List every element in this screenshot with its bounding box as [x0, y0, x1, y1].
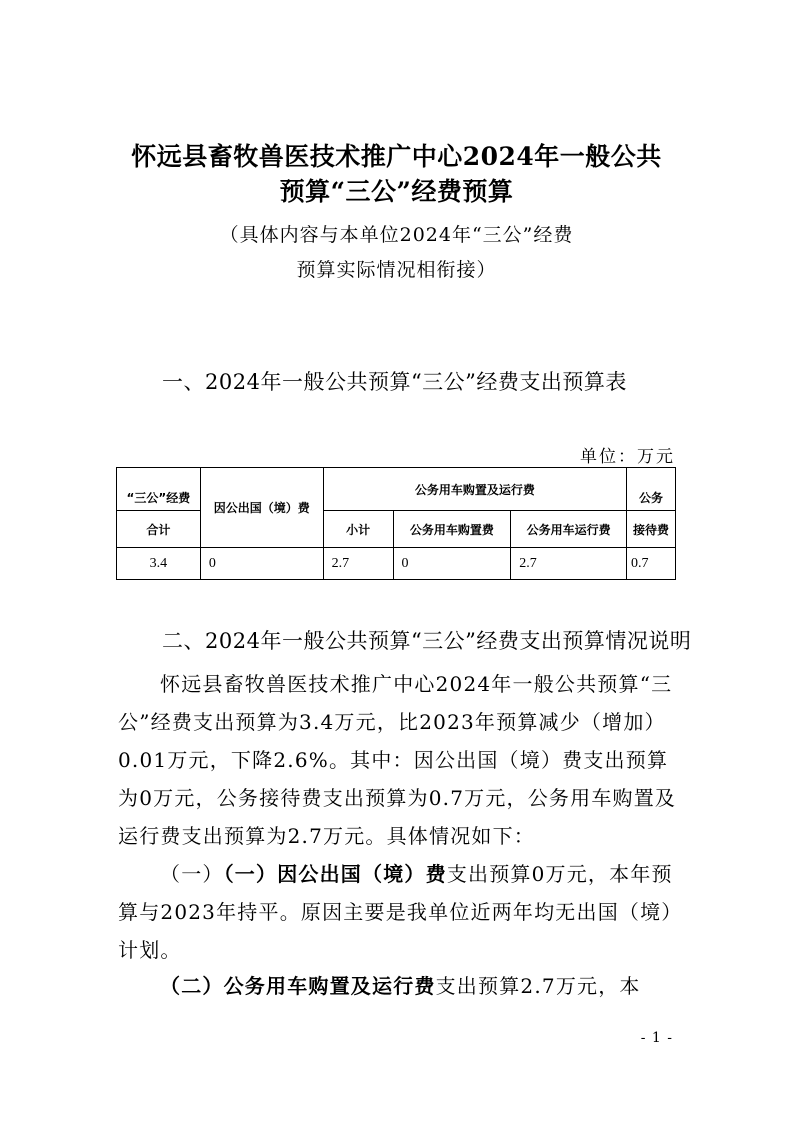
paragraph-summary: 怀远县畜牧兽医技术推广中心2024年一般公共预算“三公”经费支出预算为3.4万元，比2023年预算减少（增加）0.01万元，下降2.6%。其中：因公出国（境）费支出预算为0万元，公务接待费支出预算为0.7万元，公务用车购置及运行费支出预算为2.7万元。具体情况如下： — [118, 672, 677, 848]
section2-heading: 二、2024年一般公共预算“三公”经费支出预算情况说明 — [162, 629, 692, 653]
header-abroad: 因公出国（境）费 — [200, 468, 323, 548]
document-subtitle-line2: 预算实际情况相衔接） — [296, 259, 497, 281]
header-vehicle-operation: 公务用车运行费 — [511, 511, 627, 548]
three-public-budget-table — [116, 467, 676, 580]
document-title-line2: 预算“三公”经费预算 — [279, 177, 514, 206]
paragraph-vehicle-text: 支出预算2.7万元，本 — [435, 974, 641, 998]
header-total-top: “三公”经费 — [117, 468, 201, 511]
table-row — [117, 548, 676, 580]
cell-vehicle-operation: 2.7 — [511, 548, 627, 580]
page-number: - 1 - — [640, 1030, 673, 1046]
cell-abroad: 0 — [200, 548, 323, 580]
paragraph-vehicle — [118, 967, 678, 1005]
section1-heading: 一、2024年一般公共预算“三公”经费支出预算表 — [162, 370, 627, 394]
header-vehicle: 公务用车购置及运行费 — [323, 468, 626, 511]
header-reception-top: 公务 — [627, 468, 676, 511]
header-vehicle-purchase: 公务用车购置费 — [393, 511, 511, 548]
document-title-line1: 怀远县畜牧兽医技术推广中心2024年一般公共 — [131, 142, 662, 171]
table-unit-label: 单位：万元 — [580, 447, 675, 467]
cell-vehicle-purchase: 0 — [393, 548, 511, 580]
paragraph-abroad — [118, 855, 678, 969]
cell-subtotal: 2.7 — [323, 548, 393, 580]
cell-reception: 0.7 — [627, 548, 676, 580]
paragraph-abroad-text: 支出预算0万元，本年预算与2023年持平。原因主要是我单位近两年均无出国（境）计划。 — [118, 862, 673, 962]
paragraph-vehicle-heading: （二）公务用车购置及运行费 — [160, 974, 436, 998]
paragraph-abroad-heading: （一）因公出国（境）费 — [223, 862, 447, 886]
paragraph-abroad-prefix: （一） — [160, 862, 224, 886]
header-subtotal: 小计 — [323, 511, 393, 548]
header-total-bottom: 合计 — [117, 511, 201, 548]
header-reception-bottom: 接待费 — [627, 511, 676, 548]
cell-total: 3.4 — [117, 548, 201, 580]
document-subtitle-line1: （具体内容与本单位2024年“三公”经费 — [219, 224, 574, 246]
